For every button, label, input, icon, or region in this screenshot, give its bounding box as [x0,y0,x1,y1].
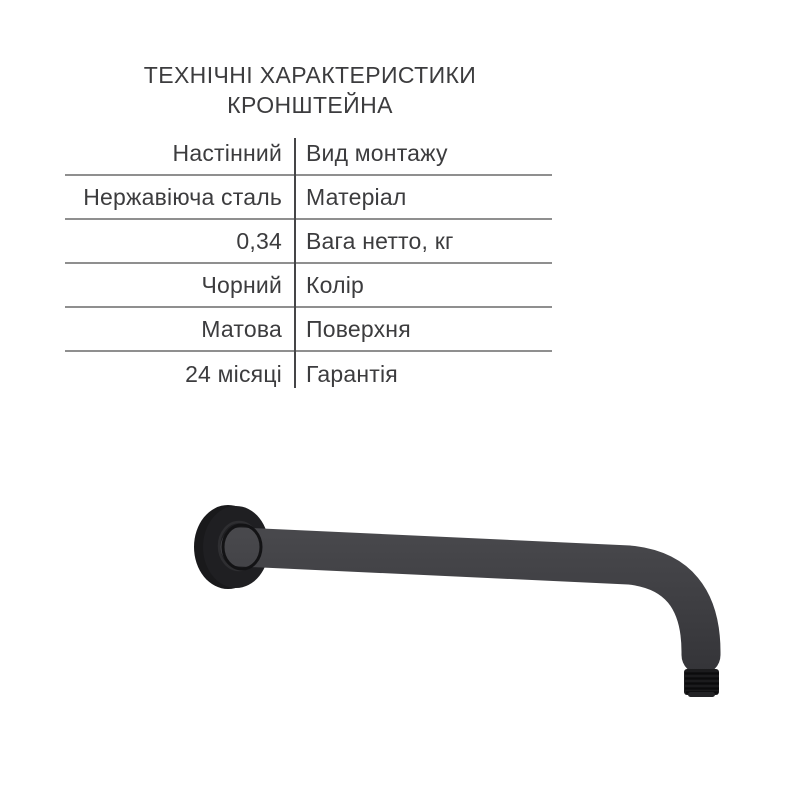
page-title-line-1: ТЕХНІЧНІ ХАРАКТЕРИСТИКИ [143,62,477,88]
spec-label: Матеріал [306,183,407,210]
spec-label: Колір [306,271,365,298]
spec-value: 0,34 [236,227,282,254]
thread-tip [688,692,715,697]
spec-label: Вага нетто, кг [306,227,454,254]
arm-tube [240,547,701,655]
spec-value: Нержавіюча сталь [83,183,282,210]
spec-label: Вид монтажу [306,139,448,166]
spec-value: Настінний [172,139,282,166]
spec-value: Чорний [201,271,282,298]
spec-value: 24 місяці [185,360,282,387]
spec-value: Матова [201,315,282,342]
spec-label: Гарантія [306,360,398,387]
spec-label: Поверхня [306,315,411,342]
page-title-line-2: КРОНШТЕЙНА [227,92,393,118]
thread-connector [684,669,719,697]
